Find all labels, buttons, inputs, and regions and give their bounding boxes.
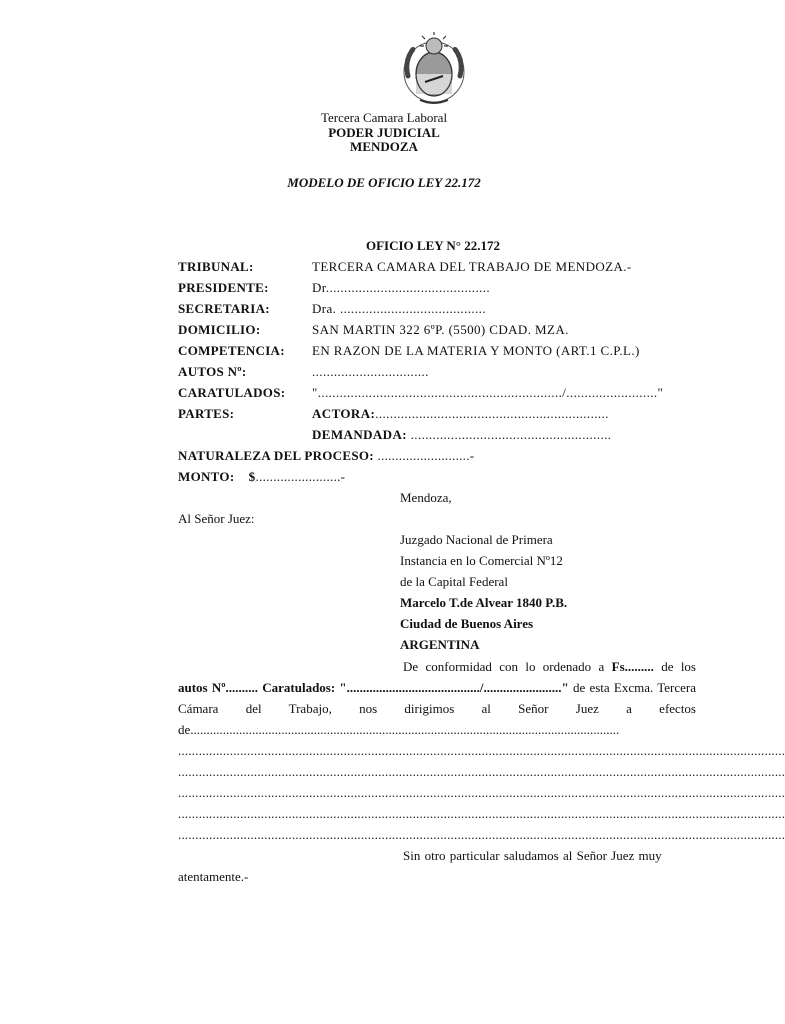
presidente-value: Dr............................................. (312, 280, 491, 295)
dot-line-1: ................................................................................................................................................................................ (178, 743, 785, 758)
salutation: Al Señor Juez: (178, 511, 255, 526)
date-line: Mendoza, (400, 490, 452, 505)
competencia-label: COMPETENCIA: (178, 343, 285, 358)
body-start: De conformidad con lo ordenado a (403, 659, 612, 674)
addressee-line-3: de la Capital Federal (400, 574, 508, 589)
addressee-line-6: ARGENTINA (400, 637, 480, 652)
coat-of-arms-seal (398, 32, 470, 106)
demandada-value: ....................................................... (410, 427, 612, 442)
monto-label: MONTO: (178, 469, 235, 484)
addressee-line-2: Instancia en lo Comercial Nº12 (400, 553, 563, 568)
caratulados-value: ".................................................................../........................." (312, 385, 664, 400)
body-paragraph (178, 656, 696, 740)
competencia-value: EN RAZON DE LA MATERIA Y MONTO (ART.1 C.P.L.) (312, 343, 640, 358)
monto-currency: $ (248, 469, 256, 484)
addressee-line-5: Ciudad de Buenos Aires (400, 616, 534, 631)
partes-label: PARTES: (178, 406, 235, 421)
actora-label: ACTORA: (312, 406, 376, 421)
provincia: MENDOZA (350, 139, 418, 154)
naturaleza-line (178, 448, 474, 464)
actora-line (312, 406, 609, 422)
demandada-line (312, 427, 611, 443)
secretaria-value: Dra. ........................................ (312, 301, 486, 316)
monto-line (178, 469, 345, 485)
domicilio-value: SAN MARTIN 322 6ºP. (5500) CDAD. MZA. (312, 322, 569, 337)
addressee-line-1: Juzgado Nacional de Primera (400, 532, 553, 547)
camara-name: Tercera Camara Laboral (320, 110, 448, 125)
demandada-label: DEMANDADA: (312, 427, 407, 442)
dot-line-3: ................................................................................................................................................................................ (178, 785, 785, 800)
naturaleza-label: NATURALEZA DEL PROCESO: (178, 448, 374, 463)
closing-line-1: Sin otro particular saludamos al Señor Juez muy (403, 848, 662, 863)
tribunal-label: TRIBUNAL: (178, 259, 254, 274)
dot-line-4: ................................................................................................................................................................................ (178, 806, 785, 821)
caratulados-label: CARATULADOS: (178, 385, 286, 400)
dot-line-2: ................................................................................................................................................................................ (178, 764, 785, 779)
body-rest: de esta Excma. Tercera Cámara del Trabajo, nos dirigimos al Señor Juez a efectos de (178, 680, 696, 737)
body-fs: Fs......... (611, 659, 654, 674)
naturaleza-value: ..........................- (377, 448, 475, 463)
secretaria-label: SECRETARIA: (178, 301, 270, 316)
modelo-title: MODELO DE OFICIO LEY 22.172 (287, 175, 481, 190)
addressee-line-4: Marcelo T.de Alvear 1840 P.B. (400, 595, 568, 610)
body-fill-dots: .................................................................................................................................... (190, 722, 620, 737)
autos-value: ................................ (312, 364, 429, 379)
tribunal-value: TERCERA CAMARA DEL TRABAJO DE MENDOZA.- (312, 259, 632, 274)
monto-value: ........................- (255, 469, 346, 484)
domicilio-label: DOMICILIO: (178, 322, 261, 337)
presidente-label: PRESIDENTE: (178, 280, 269, 295)
actora-value: ................................................................ (375, 406, 609, 421)
poder-judicial: PODER JUDICIAL (328, 125, 440, 140)
autos-label: AUTOS Nº: (178, 364, 247, 379)
body-autos: autos Nº.......... Caratulados: "........................................./........................" (178, 680, 569, 695)
dot-line-5: ................................................................................................................................................................................ (178, 827, 785, 842)
oficio-title: OFICIO LEY N° 22.172 (366, 238, 501, 253)
closing-line-2: atentamente.- (178, 869, 249, 884)
body-de: de los (653, 659, 696, 674)
